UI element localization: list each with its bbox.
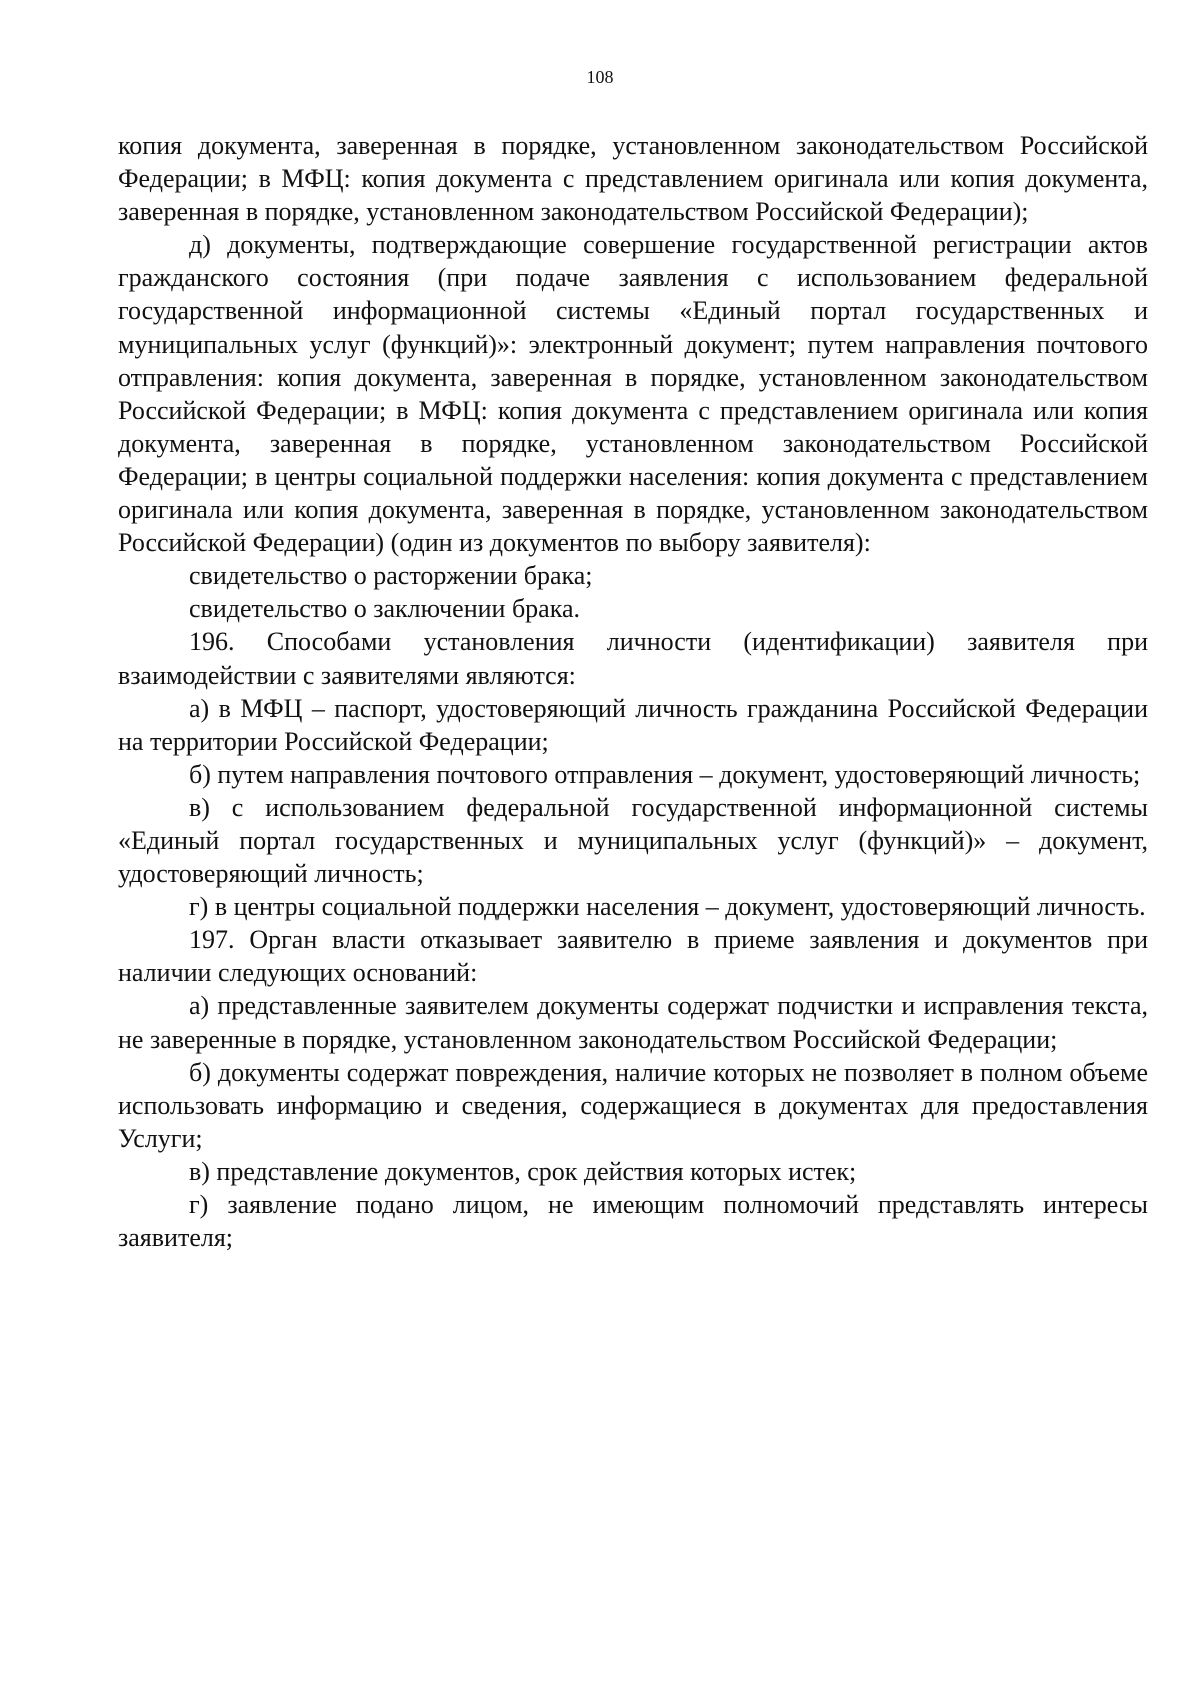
page-number: 108 bbox=[586, 67, 614, 87]
paragraph-197-a: а) представленные заявителем документы содержат подчистки и исправления текста, не заверенные в порядке, установленном законодательством Российской Федерации; bbox=[118, 991, 1148, 1054]
paragraph-197-b: б) документы содержат повреждения, наличие которых не позволяет в полном объеме использовать информацию и сведения, содержащиеся в документах для предоставления Услуги; bbox=[118, 1057, 1148, 1153]
paragraph-item-d-documents: д) документы, подтверждающие совершение государственной регистрации актов гражданского состояния (при подаче заявления с использованием федеральной государственной информационной системы «Единый портал государственных и муниципальных услуг (функций)»: электронный документ; путем направления почтового отправления: копия документа, заверенная в порядке, установленном законодательством Российской Федерации; в МФЦ: копия документа с представлением оригинала или копия документа, заверенная в порядке, установленном законодательством Российской Федерации; в центры социальной поддержки населения: копия документа с представлением оригинала или копия документа, заверенная в порядке, установленном законодательством Российской Федерации) (один из документов по выбору заявителя): bbox=[118, 230, 1148, 558]
paragraph-196-v: в) с использованием федеральной государственной информационной системы «Единый портал государственных и муниципальных услуг (функций)» – документ, удостоверяющий личность; bbox=[118, 792, 1148, 889]
paragraph-196-g: г) в центры социальной поддержки населения – документ, удостоверяющий личность. bbox=[189, 892, 1146, 922]
paragraph-197-g: г) заявление подано лицом, не имеющим полномочий представлять интересы заявителя; bbox=[118, 1190, 1148, 1253]
paragraph-197-v: в) представление документов, срок действия которых истек; bbox=[189, 1156, 857, 1186]
paragraph-marriage-certificate: свидетельство о заключении брака. bbox=[189, 594, 580, 624]
paragraph-196-a: а) в МФЦ – паспорт, удостоверяющий личность гражданина Российской Федерации на территории Российской Федерации; bbox=[118, 693, 1148, 756]
document-body bbox=[118, 129, 1148, 1254]
paragraph-clause-197: 197. Орган власти отказывает заявителю в приеме заявления и документов при наличии следующих оснований: bbox=[118, 925, 1148, 988]
paragraph-clause-196: 196. Способами установления личности (идентификации) заявителя при взаимодействии с заявителями являются: bbox=[118, 627, 1148, 690]
paragraph-196-b: б) путем направления почтового отправления – документ, удостоверяющий личность; bbox=[189, 759, 1141, 789]
paragraph-divorce-certificate: свидетельство о расторжении брака; bbox=[189, 561, 593, 591]
paragraph-continuation: копия документа, заверенная в порядке, установленном законодательством Российской Федерации; в МФЦ: копия документа с представлением оригинала или копия документа, заверенная в порядке, установленном законодательством Российской Федерации); bbox=[118, 131, 1148, 227]
